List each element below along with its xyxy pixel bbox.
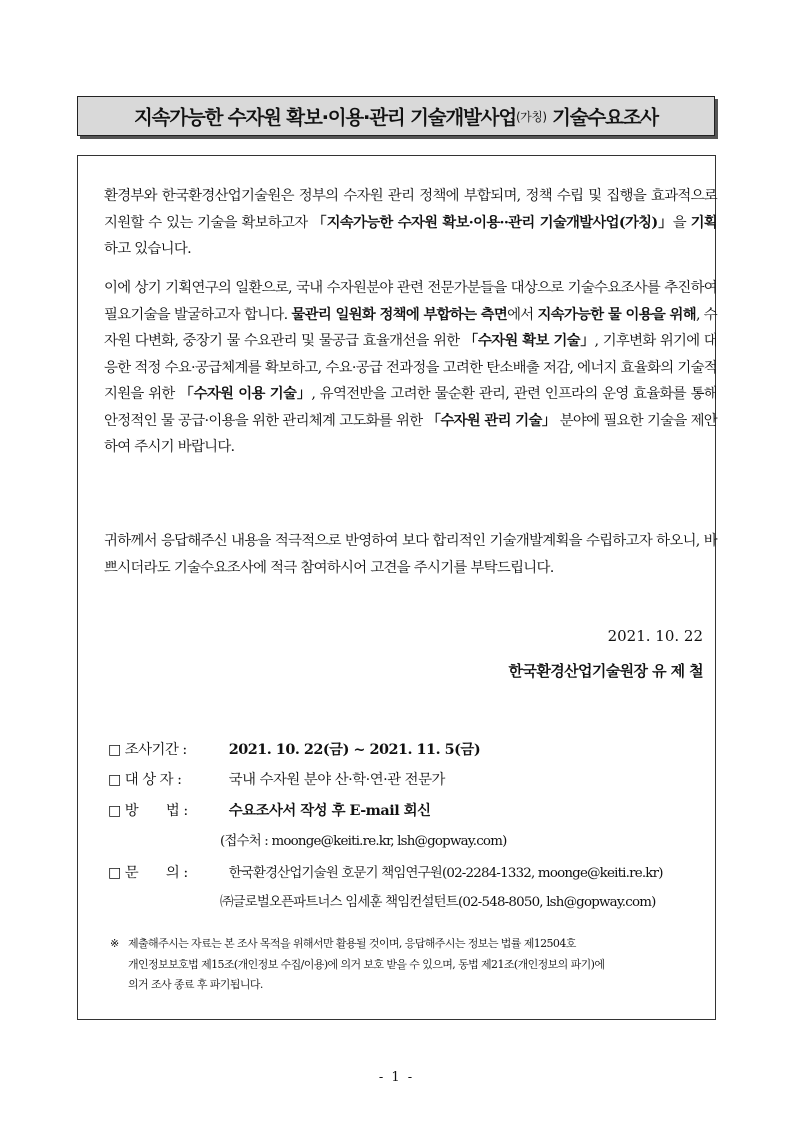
contact-label: 문 의 : <box>124 865 188 881</box>
target-value: 국내 수자원 분야 산·학·연·관 전문가 <box>228 772 445 788</box>
purpose-paragraph <box>90 275 717 461</box>
receipt-row: (접수처 : moonge@keiti.re.kr, lsh@gopway.com) <box>220 834 507 849</box>
contact-row-2: ㈜글로벌오픈파트너스 임세훈 책임컨설턴트(02-548-8050, lsh@gopway.com) <box>220 895 656 910</box>
note-line-2: 개인정보보호법 제15조(개인정보 수집/이용)에 의거 보호 받을 수 있으며, 동법 제21조(개인정보의 파기)에 <box>128 957 605 971</box>
title-suffix: 기술수요조사 <box>546 106 658 129</box>
request-paragraph: 귀하께서 응답해주신 내용을 적극적으로 반영하여 보다 합리적인 기술개발계획을 수립하고자 하오니, 바쁘시더라도 기술수요조사에 적극 참여하시어 고견을 주시기를 부탁드립니다. <box>104 533 717 576</box>
p2-emphasis-sustainable: 지속가능한 물 이용을 위해 <box>537 305 696 323</box>
p2-emphasis-policy: 물관리 일원화 정책에 부합하는 측면 <box>291 305 508 323</box>
p1-program-name: 「지속가능한 수자원 확보·이용··관리 기술개발사업(가칭)」 <box>312 213 673 231</box>
p2-text-2: 에서 <box>507 306 538 323</box>
p1-text-1: 환경부와 한국환경산업기술원은 정부의 수자원 관리 정책에 부합되며, 정책 수립 및 집행을 효과적으로 지원할 수 있는 기술을 확보하고자 <box>104 188 717 231</box>
privacy-note <box>110 934 702 996</box>
note-line-1: 제출해주시는 자료는 본 조사 목적을 위해서만 활용될 것이며, 응답해주시는 정보는 법률 제12504호 <box>128 937 576 950</box>
document-title <box>77 96 715 136</box>
method-label: 방 법 : <box>124 803 188 819</box>
checkbox-icon: □ <box>108 772 121 788</box>
signer: 한국환경산업기술원장 유 제 철 <box>508 662 703 680</box>
method-row <box>108 799 430 820</box>
p1-emphasis-plan: 기획 <box>690 213 718 231</box>
p2-tech-manage: 「수자원 관리 기술」 <box>426 411 556 429</box>
p2-tech-secure: 「수자원 확보 기술」 <box>463 332 595 349</box>
period-value: 2021. 10. 22(금) ~ 2021. 11. 5(금) <box>228 741 481 758</box>
contact-value: 한국환경산업기술원 호문기 책임연구원(02-2284-1332, moonge@keiti.re.kr) <box>228 866 663 881</box>
p2-tech-use: 「수자원 이용 기술」 <box>179 385 312 402</box>
target-row <box>108 768 445 789</box>
target-label: 대 상 자 : <box>124 772 182 788</box>
p2-text-6: 분야에 필요한 기술을 제안하여 주시기 바랍니다. <box>104 412 717 455</box>
note-mark: ※ <box>110 937 119 950</box>
p2-text-1: 이에 상기 기획연구의 일환으로, 국내 수자원분야 관련 전문가분들을 대상으로 기술수요조사를 추진하여 필요기술을 발굴하고자 합니다. <box>104 280 717 323</box>
page-number: - 1 - <box>378 1070 415 1085</box>
checkbox-icon: □ <box>108 742 121 758</box>
survey-period-row <box>108 738 480 759</box>
p1-text-3: 하고 있습니다. <box>104 241 191 257</box>
period-label: 조사기간 : <box>124 742 187 758</box>
title-tentative: (가칭) <box>515 109 547 124</box>
title-main: 지속가능한 수자원 확보·이용·관리 기술개발사업 <box>134 106 516 129</box>
p2-text-4: , 기후변화 위기에 대응한 적정 수요·공급체계를 확보하고, 수요·공급 전과정을 고려한 탄소배출 저감, 에너지 효율화의 기술적 지원을 위한 <box>104 333 718 402</box>
p2-text-5: , 유역전반을 고려한 물순환 관리, 관련 인프라의 운영 효율화를 통해 안정적인 물 공급·이용을 위한 관리체계 고도화를 위한 <box>104 386 717 429</box>
note-line-3: 의거 조사 종료 후 파기됩니다. <box>128 978 263 991</box>
checkbox-icon: □ <box>108 865 121 881</box>
p1-text-2: 을 <box>672 214 691 231</box>
intro-paragraph <box>90 183 717 263</box>
method-value: 수요조사서 작성 후 E-mail 회신 <box>228 802 431 819</box>
p2-text-3: , 수자원 다변화, 중장기 물 수요관리 및 물공급 효율개선을 위한 <box>104 306 717 349</box>
issue-date: 2021. 10. 22 <box>607 627 703 645</box>
contact-row <box>108 861 663 882</box>
checkbox-icon: □ <box>108 803 121 819</box>
